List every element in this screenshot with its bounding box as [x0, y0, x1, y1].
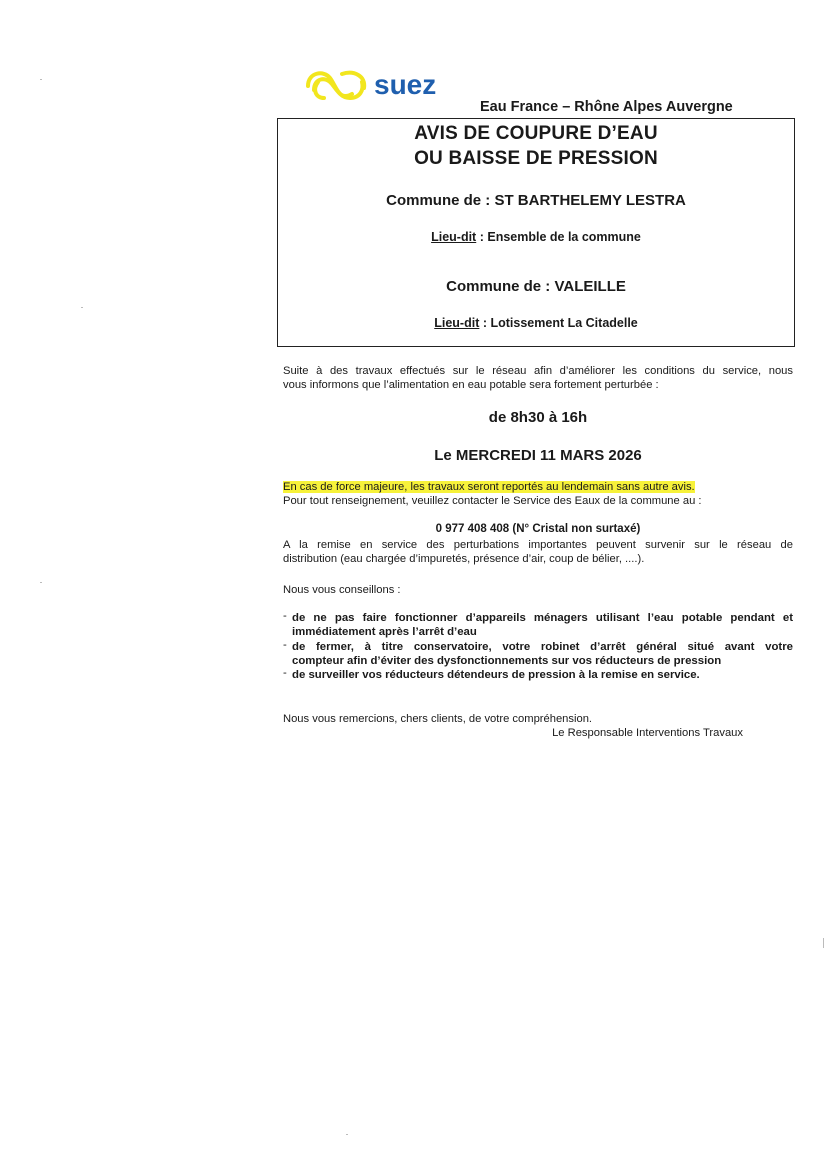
lieu-dit-1-label: Lieu-dit [431, 230, 477, 244]
advice-item-2 [283, 640, 793, 668]
notice-title-line2: OU BAISSE DE PRESSION [414, 148, 658, 169]
scan-speck [40, 79, 42, 80]
suez-swirl-icon [302, 64, 462, 106]
bullet-mark: - [283, 639, 287, 651]
force-majeure-line [283, 480, 793, 494]
contact-line: Pour tout renseignement, veuillez contacter le Service des Eaux de la commune au : [283, 495, 702, 507]
intro-line-2: vous informons que l’alimentation en eau potable sera fortement perturbée : [283, 379, 659, 391]
division-name: Eau France – Rhône Alpes Auvergne [480, 99, 733, 115]
scan-speck [81, 307, 83, 308]
commune-1 [278, 192, 794, 209]
hours: de 8h30 à 16h [488, 409, 588, 426]
lieu-dit-2-label: Lieu-dit [434, 316, 480, 330]
commune-1-label: Commune de : [386, 192, 491, 209]
advice-item-2-line2: compteur afin d’éviter des dysfonctionnements sur vos réducteurs de pression [292, 655, 722, 667]
remise-line-1: A la remise en service des perturbations importantes peuvent survenir sur le réseau de [283, 539, 793, 551]
scan-speck [346, 1134, 348, 1135]
phone-number: 0 977 408 408 (N° Cristal non surtaxé) [435, 523, 641, 535]
advice-heading: Nous vous conseillons : [283, 584, 401, 596]
suez-logo [302, 64, 462, 106]
lieu-dit-2 [278, 316, 794, 330]
lieu-dit-1-value: : Ensemble de la commune [479, 230, 641, 244]
lieu-dit-1 [278, 230, 794, 244]
advice-item-1-line1: de ne pas faire fonctionner d’appareils ménagers utilisant l’eau potable pendant et [292, 612, 793, 624]
advice-item-1-line2: immédiatement après l’arrêt d’eau [292, 626, 477, 638]
notice-title-line1: AVIS DE COUPURE D’EAU [414, 123, 658, 144]
advice-item-1 [283, 611, 793, 639]
thanks-line: Nous vous remercions, chers clients, de votre compréhension. [283, 713, 593, 725]
force-majeure-text: En cas de force majeure, les travaux seront reportés au lendemain sans autre avis. [283, 481, 695, 493]
advice-item-3-line1: de surveiller vos réducteurs détendeurs de pression à la remise en service. [292, 669, 700, 681]
scan-speck [40, 582, 42, 583]
outage-date: Le MERCREDI 11 MARS 2026 [434, 447, 642, 464]
bullet-mark: - [283, 610, 287, 622]
notice-box [277, 118, 795, 347]
commune-2 [278, 278, 794, 295]
commune-2-value: VALEILLE [554, 278, 626, 295]
commune-2-label: Commune de : [446, 278, 551, 295]
scan-speck [823, 938, 824, 948]
signature: Le Responsable Interventions Travaux [552, 727, 743, 739]
advice-item-3 [283, 668, 793, 682]
remise-line-2: distribution (eau chargée d’impuretés, présence d’air, coup de bélier, ....). [283, 553, 645, 565]
advice-item-2-line1: de fermer, à titre conservatoire, votre robinet d’arrêt général situé avant votre [292, 641, 793, 653]
commune-1-value: ST BARTHELEMY LESTRA [494, 192, 686, 209]
bullet-mark: - [283, 667, 287, 679]
intro-line-1: Suite à des travaux effectués sur le réseau afin d’améliorer les conditions du service, nous [283, 365, 793, 377]
svg-text:suez: suez [374, 69, 437, 100]
lieu-dit-2-value: : Lotissement La Citadelle [482, 316, 638, 330]
